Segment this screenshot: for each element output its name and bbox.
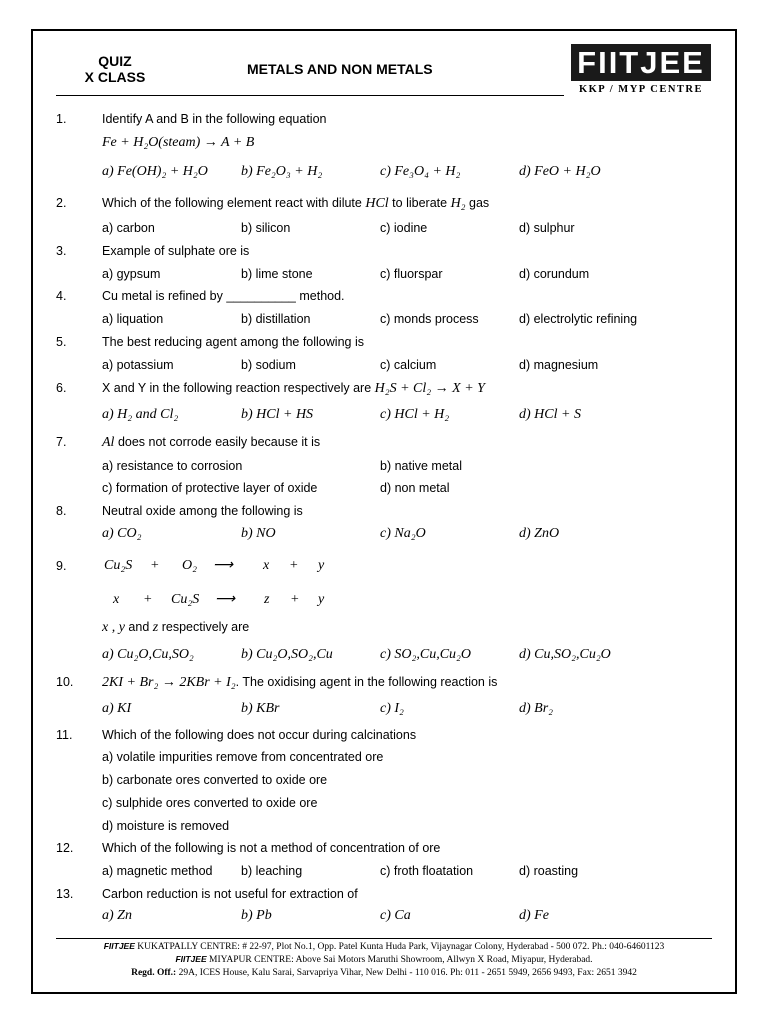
option-d: d) Cu,SO₂,Cu₂O	[519, 647, 611, 662]
question-number: 2.	[56, 196, 67, 210]
option-c: c) SO₂,Cu,Cu₂O	[380, 647, 472, 662]
question-number: 11.	[56, 728, 73, 742]
option-c: c) monds process	[380, 312, 479, 326]
footer-logo: FIITJEE	[103, 941, 135, 951]
question-text	[102, 674, 497, 691]
formula: z	[152, 620, 159, 635]
option-a: a) magnetic method	[102, 864, 213, 878]
footer-miyapur	[40, 954, 728, 965]
centre-label: KKP / MYP CENTRE	[578, 84, 704, 95]
question-text: Example of sulphate ore is	[102, 244, 250, 258]
question-number: 7.	[56, 435, 67, 449]
question-number: 9.	[56, 559, 67, 573]
option-d: d) non metal	[380, 481, 450, 495]
formula: H₂S + Cl₂ → X + Y	[374, 381, 485, 396]
option-a: a) carbon	[102, 221, 155, 235]
option-b: b) Fe₂O₃ + H₂	[241, 164, 323, 179]
option-b: b) Pb	[241, 908, 272, 923]
option-d: d) ZnO	[519, 526, 560, 541]
question-text: Identify A and B in the following equation	[102, 112, 327, 126]
option-b: b) sodium	[241, 358, 296, 372]
question-number: 1.	[56, 112, 67, 126]
option-a: a) CO₂	[102, 526, 142, 541]
product: y	[318, 592, 325, 607]
question-number: 13.	[56, 887, 74, 901]
option-c: c) I₂	[380, 701, 404, 716]
footer-address: KUKATPALLY CENTRE: # 22-97, Plot No.1, Opp. Patel Kunta Huda Park, Vijaynagar Colony, Hyderabad - 500 072. Ph.: 040-64601123	[137, 942, 665, 952]
option-d: d) FeO + H₂O	[519, 164, 601, 179]
product: z	[264, 592, 270, 607]
option-a: a) volatile impurities remove from concentrated ore	[102, 750, 384, 764]
fiitjee-logo: FIITJEE	[571, 44, 711, 81]
arrow: ⟶	[215, 592, 236, 607]
text-part: . The oxidising agent in the following reaction is	[235, 675, 498, 689]
question-number: 12.	[56, 841, 74, 855]
plus-sign: +	[150, 558, 160, 573]
option-b: b) silicon	[241, 221, 291, 235]
footer-kukatpally	[40, 941, 728, 952]
option-a: a) Fe(OH)₂ + H₂O	[102, 164, 208, 179]
option-c: c) sulphide ores converted to oxide ore	[102, 796, 318, 810]
option-d: d) magnesium	[519, 358, 599, 372]
option-b: b) leaching	[241, 864, 303, 878]
option-a: a) resistance to corrosion	[102, 459, 243, 473]
formula: H₂	[450, 196, 466, 211]
option-b: b) lime stone	[241, 267, 313, 281]
option-d: d) HCl + S	[519, 407, 581, 422]
question-number: 5.	[56, 335, 67, 349]
formula: HCl	[365, 196, 389, 211]
option-c: c) Fe₃O₄ + H₂	[380, 164, 461, 179]
text-part: Which of the following element react with dilute	[102, 196, 362, 210]
question-text: Neutral oxide among the following is	[102, 504, 303, 518]
formula: 2KI + Br₂ → 2KBr + I₂	[102, 675, 236, 690]
option-c: c) iodine	[380, 221, 428, 235]
question-text: Carbon reduction is not useful for extraction of	[102, 887, 358, 901]
class-label: X CLASS	[84, 69, 146, 85]
header-divider	[56, 95, 564, 96]
question-text	[102, 434, 320, 451]
text-part: to liberate	[392, 196, 448, 210]
option-b: b) KBr	[241, 701, 280, 716]
option-c: c) HCl + H₂	[380, 407, 450, 422]
product: y	[318, 558, 325, 573]
product: x	[263, 558, 270, 573]
option-b: b) NO	[241, 526, 276, 541]
option-a: a) H₂ and Cl₂	[102, 407, 179, 422]
option-c: c) Na₂O	[380, 526, 426, 541]
option-d: d) Br₂	[519, 701, 554, 716]
footer-address: 29A, ICES House, Kalu Sarai, Sarvapriya Vihar, New Delhi - 110 016. Ph: 011 - 2651 5949, 2656 9493, Fax: 2651 3942	[178, 968, 637, 978]
reactant: Cu₂S	[104, 558, 133, 573]
option-b: b) distillation	[241, 312, 311, 326]
footer-divider	[56, 938, 712, 939]
text-part: X and Y in the following reaction respectively are	[102, 381, 372, 395]
option-a: a) gypsum	[102, 267, 161, 281]
regd-label: Regd. Off.:	[131, 968, 177, 978]
footer-regd-office	[40, 968, 728, 978]
question-number: 8.	[56, 504, 67, 518]
option-a: a) liquation	[102, 312, 164, 326]
option-a: a) potassium	[102, 358, 174, 372]
page-title: METALS AND NON METALS	[247, 61, 433, 77]
option-a: a) Zn	[102, 908, 132, 923]
text-part: and	[128, 620, 150, 634]
question-text: The best reducing agent among the following is	[102, 335, 364, 349]
option-d: d) corundum	[519, 267, 590, 281]
option-a: a) Cu₂O,Cu,SO₂	[102, 647, 194, 662]
plus-sign: +	[143, 592, 153, 607]
question-number: 3.	[56, 244, 67, 258]
option-d: d) electrolytic refining	[519, 312, 638, 326]
formula: Al	[102, 435, 115, 450]
reactant: Cu₂S	[171, 592, 200, 607]
option-c: c) formation of protective layer of oxide	[102, 481, 318, 495]
option-d: d) roasting	[519, 864, 579, 878]
option-c: c) froth floatation	[380, 864, 474, 878]
option-b: b) carbonate ores converted to oxide ore	[102, 773, 328, 787]
option-b: b) HCl + HS	[241, 407, 314, 422]
question-number: 6.	[56, 381, 67, 395]
arrow: ⟶	[213, 558, 234, 573]
reactant: x	[113, 592, 120, 607]
footer-address: MIYAPUR CENTRE: Above Sai Motors Maruthi Showroom, Allwyn X Road, Miyapur, Hyderabad.	[209, 955, 593, 965]
question-text	[102, 619, 249, 636]
formula: x , y	[102, 620, 125, 635]
option-d: d) sulphur	[519, 221, 575, 235]
text-part: respectively are	[161, 620, 250, 634]
question-number: 10.	[56, 675, 74, 689]
option-a: a) KI	[102, 701, 132, 716]
question-text: Cu metal is refined by __________ method.	[102, 289, 345, 303]
option-d: d) Fe	[519, 908, 549, 923]
option-c: c) fluorspar	[380, 267, 443, 281]
question-text	[102, 195, 489, 212]
option-b: b) Cu₂O,SO₂,Cu	[241, 647, 333, 662]
plus-sign: +	[290, 592, 300, 607]
option-c: c) Ca	[380, 908, 411, 923]
text-part: does not corrode easily because it is	[117, 435, 321, 449]
option-d: d) moisture is removed	[102, 819, 230, 833]
quiz-label: QUIZ	[98, 53, 132, 69]
quiz-class-label	[80, 53, 150, 85]
question-text	[102, 380, 485, 397]
question-number: 4.	[56, 289, 67, 303]
option-b: b) native metal	[380, 459, 462, 473]
question-text: Which of the following does not occur during calcinations	[102, 728, 417, 742]
question-1-equation: Fe + H₂O(steam) → A + B	[102, 135, 255, 150]
plus-sign: +	[289, 558, 299, 573]
question-text: Which of the following is not a method of concentration of ore	[102, 841, 441, 855]
text-part: gas	[469, 196, 490, 210]
option-c: c) calcium	[380, 358, 437, 372]
footer-logo: FIITJEE	[175, 954, 207, 964]
reactant: O₂	[182, 558, 197, 573]
